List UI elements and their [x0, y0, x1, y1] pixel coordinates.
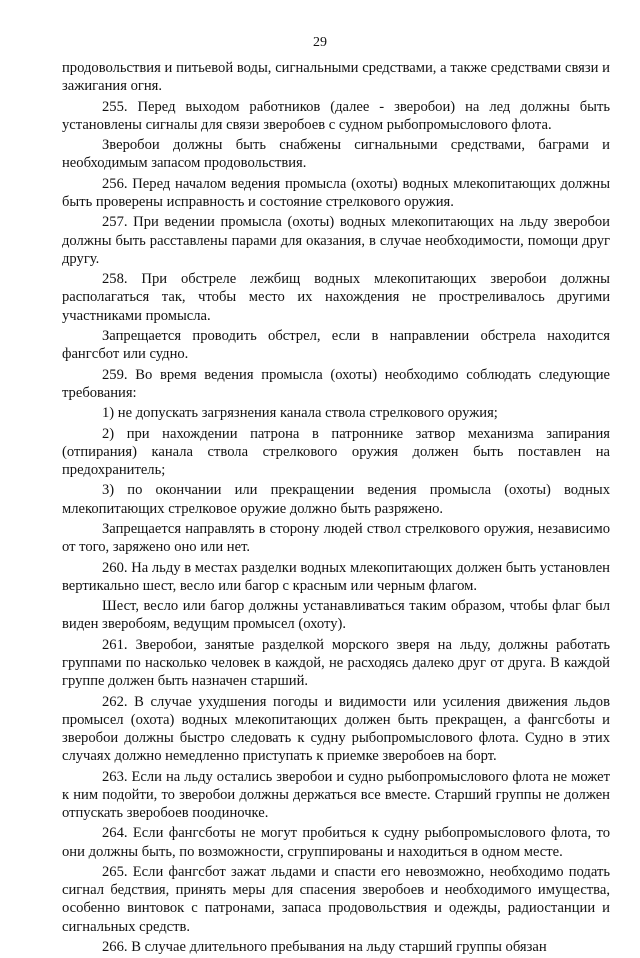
- paragraph-258: 258. При обстреле лежбищ водных млекопитающих зверобои должны располагаться так, чтобы место их нахождения не простреливалось другими участниками промысла.: [62, 271, 610, 324]
- paragraph-continuation: продовольствия и питьевой воды, сигнальными средствами, а также средствами связи и зажигания огня.: [62, 60, 610, 95]
- paragraph-255: 255. Перед выходом работников (далее - зверобои) на лед должны быть установлены сигналы для связи зверобоев с судном рыбопромыслового флота.: [62, 98, 610, 133]
- paragraph-260-flag: Шест, весло или багор должны устанавливаться таким образом, чтобы флаг был виден зверобоям, ведущим промысел (охоту).: [62, 598, 610, 633]
- paragraph-260: 260. На льду в местах разделки водных млекопитающих должен быть установлен вертикально шест, весло или багор с красным или черным флагом.: [62, 559, 610, 594]
- paragraph-263: 263. Если на льду остались зверобои и судно рыбопромыслового флота не может к ним подойти, то зверобои должны держаться все вместе. Старший группы не должен отпускать зверобоев поодиночке.: [62, 768, 610, 821]
- paragraph-255-equipment: Зверобои должны быть снабжены сигнальными средствами, баграми и необходимым запасом продовольствия.: [62, 137, 610, 172]
- paragraph-264: 264. Если фангсботы не могут пробиться к судну рыбопромыслового флота, то они должны быть, по возможности, сгруппированы и находиться в одном месте.: [62, 825, 610, 860]
- paragraph-262: 262. В случае ухудшения погоды и видимости или усиления движения льдов промысел (охота) водных млекопитающих должен быть прекращен, а фангсботы и зверобои должны быстро следовать к судну рыбопромыслового флота. Судно в этих случаях должно немедленно приступать к приемке зверобоев на борт.: [62, 693, 610, 765]
- page-number: 29: [313, 35, 327, 50]
- paragraph-257: 257. При ведении промысла (охоты) водных млекопитающих на льду зверобои должны быть расставлены парами для оказания, в случае необходимости, помощи друг другу.: [62, 214, 610, 267]
- paragraph-258-prohibition: Запрещается проводить обстрел, если в направлении обстрела находится фангсбот или судно.: [62, 327, 610, 363]
- paragraph-256: 256. Перед началом ведения промысла (охоты) водных млекопитающих должны быть проверены исправность и состояние стрелкового оружия.: [62, 175, 610, 210]
- document-body: [62, 59, 610, 958]
- paragraph-261: 261. Зверобои, занятые разделкой морского зверя на льду, должны работать группами по насколько человек в каждой, не расходясь далеко друг от друга. В каждой группе должен быть назначен старший.: [62, 636, 610, 690]
- paragraph-265: 265. Если фангсбот зажат льдами и спасти его невозможно, необходимо подать сигнал бедствия, принять меры для спасения зверобоев и необходимого имущества, особенно винтовок с патронами, запаса продовольствия и одежды, радиостанции и сигнальных средств.: [62, 863, 610, 935]
- paragraph-259: 259. Во время ведения промысла (охоты) необходимо соблюдать следующие требования:: [62, 366, 610, 401]
- paragraph-259-item-1: 1) не допускать загрязнения канала ствола стрелкового оружия;: [102, 405, 498, 422]
- paragraph-259-item-3: 3) по окончании или прекращении ведения промысла (охоты) водных млекопитающих стрелковое оружие должно быть разряжено.: [62, 482, 610, 517]
- paragraph-259-item-2: 2) при нахождении патрона в патроннике затвор механизма запирания (отпирания) канала ствола стрелкового оружия должен быть поставлен на предохранитель;: [62, 425, 610, 478]
- paragraph-259-prohibition: Запрещается направлять в сторону людей ствол стрелкового оружия, независимо от того, заряжено оно или нет.: [62, 520, 610, 556]
- paragraph-266: 266. В случае длительного пребывания на льду старший группы обязан: [102, 938, 547, 955]
